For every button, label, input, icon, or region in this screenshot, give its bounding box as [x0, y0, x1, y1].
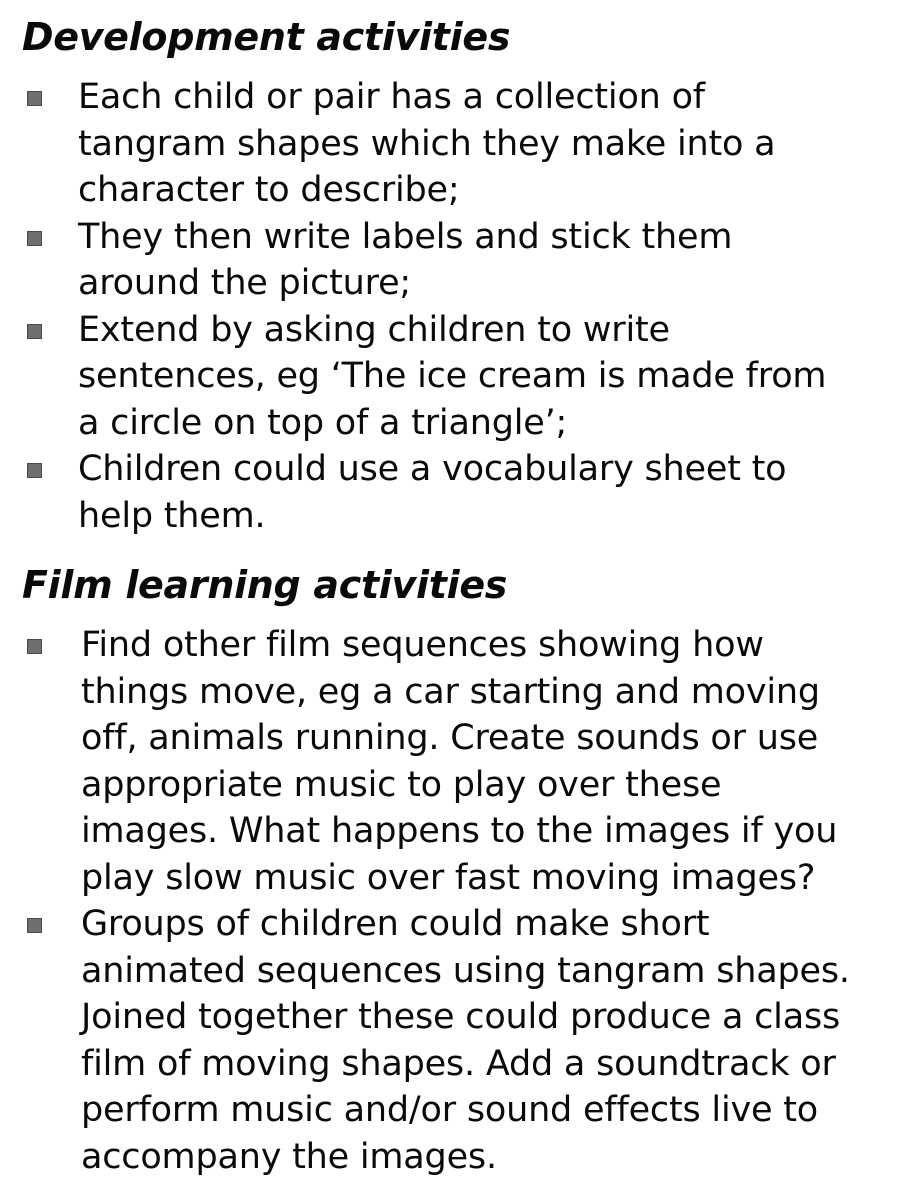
- list-item: [0, 446, 900, 539]
- list-item: [0, 74, 900, 214]
- square-bullet-icon: [27, 91, 42, 106]
- list-item: [0, 901, 900, 1180]
- square-bullet-icon: [27, 463, 42, 478]
- square-bullet-icon: [27, 231, 42, 246]
- list-item-text: They then write labels and stick them around the picture;: [78, 216, 733, 303]
- list-item: [0, 307, 900, 447]
- film-learning-activities-list: [0, 622, 900, 1180]
- section-heading-film-learning: Film learning activities: [22, 563, 508, 607]
- list-item-text: Groups of children could make short animated sequences using tangram shapes. Joined together these could produce a class film of moving shapes. Add a soundtrack or perform music and/or sound effects live to accompany the images.: [81, 904, 850, 1177]
- square-bullet-icon: [27, 918, 42, 933]
- section-heading-development: Development activities: [22, 15, 511, 59]
- list-item-text: Find other film sequences showing how things move, eg a car starting and moving off, animals running. Create sounds or use appropriate music to play over these images. What happens to the images if you play slow music over fast moving images?: [81, 625, 838, 898]
- list-item-text: Each child or pair has a collection of tangram shapes which they make into a character to describe;: [78, 77, 776, 210]
- development-activities-list: [0, 74, 900, 539]
- square-bullet-icon: [27, 324, 42, 339]
- list-item: [0, 214, 900, 307]
- list-item-text: Extend by asking children to write sentences, eg ‘The ice cream is made from a circle on top of a triangle’;: [78, 309, 827, 443]
- list-item-text: Children could use a vocabulary sheet to help them.: [78, 449, 787, 536]
- list-item: [0, 622, 900, 901]
- square-bullet-icon: [27, 639, 42, 654]
